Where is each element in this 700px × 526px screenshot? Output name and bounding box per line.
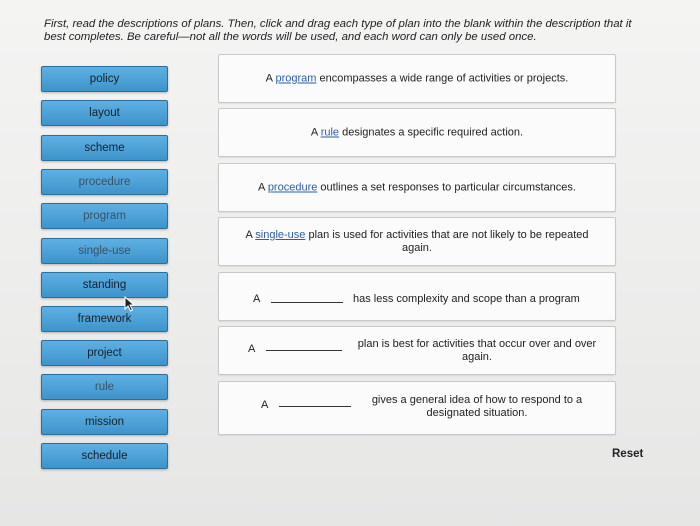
sentence-text: plan is best for activities that occur over and over again. xyxy=(357,338,597,363)
word-tile-single-use[interactable]: single-use xyxy=(41,238,168,264)
blank-slot[interactable] xyxy=(279,397,351,407)
mouse-pointer-icon xyxy=(124,296,136,312)
drop-target-2[interactable]: A rule designates a specific required action. xyxy=(218,108,616,157)
drop-target-1[interactable]: A program encompasses a wide range of activities or projects. xyxy=(218,54,616,103)
blank-slot[interactable] xyxy=(271,293,343,303)
filled-word[interactable]: procedure xyxy=(267,181,318,193)
word-tile-standing[interactable]: standing xyxy=(41,272,168,298)
word-tile-scheme[interactable]: scheme xyxy=(41,135,168,161)
filled-word[interactable]: program xyxy=(275,72,317,84)
sentence-text: gives a general idea of how to respond to a designated situation. xyxy=(371,394,583,419)
article: A xyxy=(248,343,256,355)
instructions: First, read the descriptions of plans. Then, click and drag each type of plan into the blank within the description that it best completes. Be careful—not all the words will be used, and each word can only be used once. xyxy=(44,18,632,43)
drop-target-3[interactable]: A procedure outlines a set responses to particular circumstances. xyxy=(218,163,616,212)
drop-target-7[interactable] xyxy=(218,381,616,435)
drop-target-6[interactable] xyxy=(218,326,616,375)
filled-word[interactable]: rule xyxy=(320,126,340,138)
word-tile-policy[interactable]: policy xyxy=(41,66,168,92)
word-tile-framework[interactable]: framework xyxy=(41,306,168,332)
word-tile-layout[interactable]: layout xyxy=(41,100,168,126)
sentence-text: has less complexity and scope than a program xyxy=(353,293,580,305)
reset-button[interactable]: Reset xyxy=(612,448,644,460)
word-tile-schedule[interactable]: schedule xyxy=(41,443,168,469)
drop-target-4[interactable]: A single-use plan is used for activities that are not likely to be repeated again. xyxy=(218,217,616,266)
article: A xyxy=(253,293,261,305)
word-tile-procedure[interactable]: procedure xyxy=(41,169,168,195)
drop-target-5[interactable] xyxy=(218,272,616,321)
word-tile-mission[interactable]: mission xyxy=(41,409,168,435)
blank-slot[interactable] xyxy=(266,341,342,351)
word-tile-project[interactable]: project xyxy=(41,340,168,366)
filled-word[interactable]: single-use xyxy=(255,228,306,241)
word-tile-rule[interactable]: rule xyxy=(41,374,168,400)
word-tile-program[interactable]: program xyxy=(41,203,168,229)
article: A xyxy=(261,399,269,411)
